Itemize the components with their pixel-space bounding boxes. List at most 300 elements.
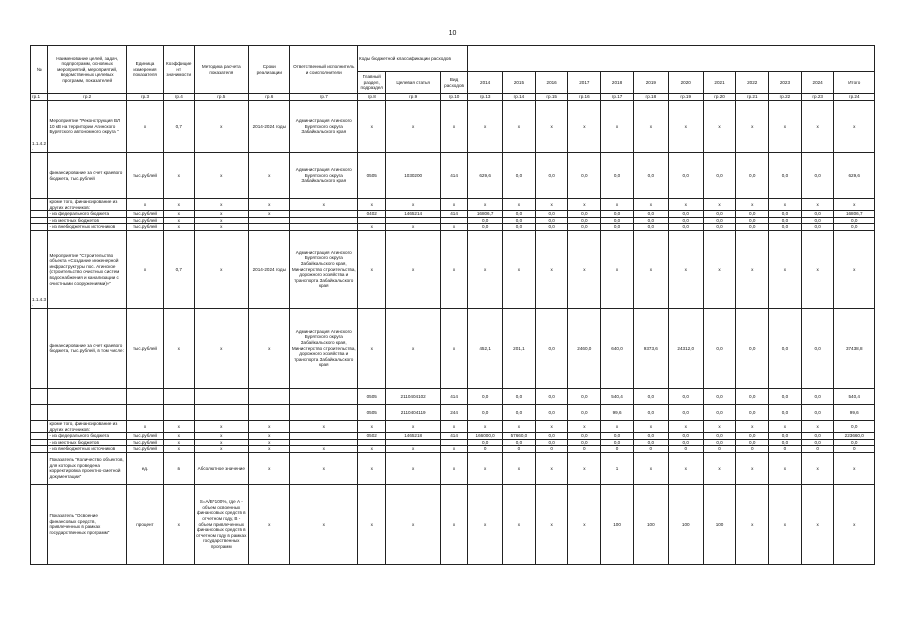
cell-term [249,404,290,420]
cell-year-value: 0,0 [601,153,634,199]
cell-total: 0,0 [834,224,875,231]
cell-vr: 414 [440,433,467,440]
cell-year-value: 0,0 [568,404,601,420]
cell-coef: в [164,452,195,484]
cell-year-value: 16806,7 [468,211,503,218]
cell-vr: 414 [440,388,467,404]
cell-coef: х [164,153,195,199]
cell-year-value: 0,0 [736,439,769,446]
cell-year-value: 0,0 [668,388,703,404]
cell-name [48,388,127,404]
cell-year-value: 0,0 [769,211,802,218]
cell-year-value: 0,0 [801,211,834,218]
cell-year-value: 0,0 [568,388,601,404]
cell-name: Показатель "Количество объектов, для которых проведена корректировка проектно-сметной документации" [48,452,127,484]
cell-gr: х [358,308,386,388]
cell-term: 2014-2024 годы [249,230,290,308]
cell-year-value: х [535,484,568,564]
cell-year-value: х [703,420,736,432]
cell-name: Мероприятие "Строительство объекта «Создание инженерной инфраструктуры пос. Агинское (строительство очистных систем водоснабжения и канализации с очистными сооружениями)»" [48,230,127,308]
cell-term: х [249,452,290,484]
cell-total: 99,6 [834,404,875,420]
cell-total: х [834,484,875,564]
cell-name: - из местных бюджетов [48,439,127,446]
cell-year-value: х [568,420,601,432]
column-number: гр.6 [249,94,290,101]
cell-coef: 0,7 [164,101,195,153]
cell-total: 223660,0 [834,433,875,440]
cell-year-value: 0,0 [736,404,769,420]
cell-year-value: 0,0 [703,433,736,440]
cell-resp: х [290,199,358,211]
cell-term: х [249,308,290,388]
cell-year-value: х [801,101,834,153]
cell-gr: х [358,484,386,564]
row-number [31,420,48,432]
cell-vr [440,439,467,446]
cell-year-value: х [801,230,834,308]
cell-coef: х [164,439,195,446]
cell-resp [290,217,358,224]
cell-year-value: 0,0 [769,388,802,404]
cell-total: 0,0 [834,420,875,432]
cell-vr: х [440,452,467,484]
cell-resp [290,224,358,231]
cell-vr: х [440,420,467,432]
cell-resp [290,433,358,440]
cell-cs: х [386,230,441,308]
cell-year-value: х [535,230,568,308]
cell-year-value: х [601,420,634,432]
cell-year-value: 0 [568,446,601,453]
table-row [31,388,875,404]
cell-coef: х [164,308,195,388]
cell-year-value: 2460,0 [568,308,601,388]
cell-method: х [194,308,249,388]
header-year: 2018 [601,72,634,94]
cell-gr: х [358,230,386,308]
cell-year-value: 0,0 [601,211,634,218]
cell-year-value: 0 [601,446,634,453]
cell-total: 16806,7 [834,211,875,218]
cell-term: х [249,211,290,218]
cell-year-value: 0,0 [736,433,769,440]
table-row [31,224,875,231]
cell-total: 0 [834,446,875,453]
cell-method: х [194,230,249,308]
column-number: гр.21 [736,94,769,101]
cell-name: Мероприятие "Реконструкция ВЛ 10 кВ на территории Агинского Бурятского автономного округа " [48,101,127,153]
cell-year-value: 0,0 [736,224,769,231]
table-row [31,308,875,388]
cell-vr: х [440,224,467,231]
cell-year-value: 0,0 [801,404,834,420]
cell-year-value: 0,0 [535,224,568,231]
cell-year-value: 0,0 [503,217,536,224]
cell-cs: 2110404102 [386,388,441,404]
cell-year-value: 0,0 [703,153,736,199]
cell-vr: х [440,101,467,153]
cell-method: х [194,420,249,432]
cell-year-value: 9373,6 [633,308,668,388]
cell-method: Абсолютное значение [194,452,249,484]
table-row [31,230,875,308]
row-number [31,308,48,388]
cell-unit: процент [126,484,163,564]
cell-cs: х [386,446,441,453]
cell-year-value: 0,0 [801,217,834,224]
cell-year-value: 0,0 [535,211,568,218]
cell-year-value: 0,0 [801,388,834,404]
row-number [31,388,48,404]
cell-year-value: х [503,230,536,308]
cell-year-value: 0,0 [703,439,736,446]
cell-cs: 1465218 [386,433,441,440]
cell-year-value: х [801,199,834,211]
header-unit: Единица измерения показателя [126,46,163,94]
cell-year-value: 0,0 [633,388,668,404]
cell-vr [440,217,467,224]
header-gr: Главный раздел, подраздел [358,72,386,94]
cell-coef: 0,7 [164,230,195,308]
cell-term: х [249,420,290,432]
cell-resp: Администрация Агинского Бурятского округа Забайкальского края, Министерство строительства, дорожного хозяйства и транспорта Забайкальского края [290,230,358,308]
header-year: 2020 [668,72,703,94]
cell-year-value: 0,0 [503,439,536,446]
cell-year-value: 0,0 [801,439,834,446]
cell-term: х [249,484,290,564]
cell-year-value: 0,0 [633,439,668,446]
cell-year-value: х [633,101,668,153]
row-number [31,439,48,446]
cell-year-value: 0,0 [503,388,536,404]
cell-year-value: х [801,420,834,432]
cell-year-value: 0,0 [668,153,703,199]
cell-total: х [834,230,875,308]
cell-coef: х [164,224,195,231]
cell-gr: х [358,199,386,211]
cell-year-value: 0,0 [801,153,834,199]
cell-total: х [834,199,875,211]
cell-year-value: 57660,0 [503,433,536,440]
cell-method: х [194,153,249,199]
cell-year-value: 0,0 [703,217,736,224]
cell-cs [386,217,441,224]
header-year: 2016 [535,72,568,94]
cell-year-value: х [503,420,536,432]
header-total: Итого [834,72,875,94]
cell-year-value: 0,0 [535,388,568,404]
cell-term: 2014-2024 годы [249,101,290,153]
cell-year-value: 0,0 [468,388,503,404]
cell-gr [358,439,386,446]
header-year: 2019 [633,72,668,94]
row-number: 1.1.4.2. [31,101,48,153]
cell-year-value: 100 [601,484,634,564]
cell-year-value: х [736,452,769,484]
cell-method [194,388,249,404]
cell-term: х [249,439,290,446]
page-number: 10 [448,30,457,37]
cell-year-value: х [668,420,703,432]
cell-year-value: х [801,452,834,484]
cell-gr: 0505 [358,404,386,420]
table-row [31,211,875,218]
header-resp: Ответственный исполнитель и соисполнители [290,46,358,94]
cell-year-value: х [703,230,736,308]
cell-year-value: 0,0 [535,153,568,199]
row-number [31,446,48,453]
cell-year-value: х [503,101,536,153]
cell-method: х [194,439,249,446]
cell-coef: х [164,433,195,440]
cell-year-value: х [703,199,736,211]
column-number: гр.7 [290,94,358,101]
cell-year-value: 0,0 [535,217,568,224]
cell-year-value: 0,0 [668,211,703,218]
cell-year-value: х [769,230,802,308]
cell-resp: х [290,452,358,484]
cell-method: S=А/В*100%, где А - объем освоенных финансовых средств в отчетном году, В - объем привлеченных финансовых средств в отчетном году в рамках государственных программ [194,484,249,564]
cell-name: - из внебюджетных источников [48,446,127,453]
cell-year-value: 0,0 [568,439,601,446]
cell-year-value: х [668,199,703,211]
cell-year-value: х [568,484,601,564]
table-row [31,452,875,484]
cell-year-value: 0,0 [568,153,601,199]
cell-year-value: 0,0 [668,217,703,224]
cell-unit: х [126,230,163,308]
table-row [31,420,875,432]
cell-year-value: 0 [703,446,736,453]
cell-total: х [834,101,875,153]
cell-year-value: х [468,452,503,484]
cell-year-value: 0,0 [468,217,503,224]
cell-year-value: 0,0 [633,211,668,218]
row-number: 1.1.4.3. [31,230,48,308]
cell-unit: тыс.рублей [126,153,163,199]
cell-gr: х [358,446,386,453]
row-number [31,433,48,440]
cell-year-value: х [703,452,736,484]
cell-year-value: х [769,420,802,432]
cell-year-value: 0 [468,446,503,453]
cell-cs: х [386,199,441,211]
row-number [31,211,48,218]
table-row [31,217,875,224]
cell-year-value: 0,0 [568,211,601,218]
column-number: гр.17 [601,94,634,101]
cell-method: х [194,199,249,211]
header-blank [468,46,875,72]
header-cs: Целевая статья [386,72,441,94]
cell-coef: х [164,211,195,218]
cell-method: х [194,217,249,224]
cell-coef [164,388,195,404]
cell-name: - из местных бюджетов [48,217,127,224]
header-year: 2021 [703,72,736,94]
column-number: гр.22 [769,94,802,101]
cell-year-value: х [535,452,568,484]
cell-year-value: х [633,199,668,211]
cell-unit: тыс.рублей [126,217,163,224]
cell-unit [126,388,163,404]
cell-year-value: 0,0 [468,404,503,420]
cell-method: х [194,211,249,218]
column-number: гр.18 [633,94,668,101]
cell-year-value: 0,0 [468,224,503,231]
cell-year-value: 0,0 [633,224,668,231]
cell-name: кроме того, финансирование из других источников: [48,199,127,211]
row-number [31,224,48,231]
cell-cs: х [386,224,441,231]
cell-total: 37438,8 [834,308,875,388]
cell-year-value: 0,0 [535,439,568,446]
cell-name: - из внебюджетных источников [48,224,127,231]
cell-year-value: 0,0 [633,217,668,224]
cell-year-value: х [468,420,503,432]
cell-vr: 244 [440,404,467,420]
cell-year-value: 0,0 [668,439,703,446]
cell-year-value: х [468,101,503,153]
cell-year-value: х [769,484,802,564]
cell-year-value: х [601,199,634,211]
cell-total: х [834,452,875,484]
cell-cs: х [386,484,441,564]
cell-vr: х [440,484,467,564]
cell-term: х [249,433,290,440]
cell-year-value: 100 [703,484,736,564]
cell-unit: ед. [126,452,163,484]
cell-vr: х [440,446,467,453]
column-number: гр.15 [535,94,568,101]
cell-year-value: 0,0 [633,433,668,440]
cell-year-value: 0,0 [703,308,736,388]
cell-year-value: х [769,452,802,484]
cell-unit: тыс.рублей [126,439,163,446]
cell-method: х [194,224,249,231]
cell-resp: Администрация Агинского Бурятского округа Забайкальского края [290,153,358,199]
cell-year-value: 0,0 [535,308,568,388]
cell-year-value: 0,0 [736,211,769,218]
cell-term: х [249,446,290,453]
cell-year-value: 100 [633,484,668,564]
cell-cs: х [386,101,441,153]
column-number: гр.24 [834,94,875,101]
cell-year-value: 24312,0 [668,308,703,388]
cell-year-value: 0,0 [568,217,601,224]
cell-year-value: 0 [668,446,703,453]
column-number: гр.13 [468,94,503,101]
cell-year-value: х [503,452,536,484]
cell-name: кроме того, финансирование из других источников: [48,420,127,432]
cell-term [249,224,290,231]
cell-year-value: х [769,199,802,211]
cell-year-value: х [468,230,503,308]
column-number: гр.8 [358,94,386,101]
cell-year-value: 0,0 [601,439,634,446]
cell-coef: х [164,484,195,564]
cell-year-value: 0,0 [601,433,634,440]
cell-year-value: 0,0 [801,224,834,231]
cell-vr: 414 [440,153,467,199]
header-codes: Коды бюджетной классификации расходов [358,46,468,72]
cell-name: - из федерального бюджета [48,433,127,440]
cell-year-value: х [601,230,634,308]
cell-year-value: 0,0 [503,404,536,420]
cell-year-value: 0 [633,446,668,453]
cell-year-value: х [736,199,769,211]
cell-year-value: 0,0 [736,388,769,404]
cell-year-value: 0,0 [703,388,736,404]
cell-year-value: 0,0 [736,308,769,388]
cell-term: х [249,199,290,211]
cell-year-value: х [736,420,769,432]
cell-year-value: 0,0 [568,224,601,231]
cell-resp: Администрация Агинского Бурятского округа Забайкальского края, Министерство строительства, дорожного хозяйства и транспорта Забайкальского края [290,308,358,388]
cell-year-value: х [568,199,601,211]
cell-year-value: х [668,101,703,153]
cell-term: х [249,153,290,199]
cell-resp [290,404,358,420]
header-num: № [31,46,48,94]
header-year: 2024 [801,72,834,94]
cell-year-value: 0 [503,446,536,453]
column-number: гр.5 [194,94,249,101]
column-number: гр.3 [126,94,163,101]
cell-name: финансирование за счет краевого бюджета, тыс.рублей, в том числе: [48,308,127,388]
budget-table [30,45,875,565]
cell-year-value: 0 [736,446,769,453]
cell-gr: 0505 [358,388,386,404]
cell-gr [358,217,386,224]
column-number: гр.16 [568,94,601,101]
cell-cs: х [386,308,441,388]
cell-year-value: 0,0 [769,224,802,231]
cell-year-value: 0,0 [535,404,568,420]
row-number [31,199,48,211]
table-row [31,199,875,211]
cell-total: 629,6 [834,153,875,199]
cell-coef: х [164,199,195,211]
cell-year-value: 0,0 [568,433,601,440]
header-row [31,46,875,72]
cell-gr: 0402 [358,211,386,218]
cell-year-value: х [801,484,834,564]
cell-unit: тыс.рублей [126,308,163,388]
cell-resp [290,388,358,404]
cell-cs: 2110404119 [386,404,441,420]
cell-year-value: х [736,101,769,153]
table-row [31,484,875,564]
cell-method: х [194,101,249,153]
cell-unit: тыс.рублей [126,211,163,218]
cell-cs: х [386,452,441,484]
cell-year-value: 0,0 [703,211,736,218]
cell-unit [126,404,163,420]
column-number: гр.23 [801,94,834,101]
cell-year-value: х [535,420,568,432]
cell-year-value: 0,0 [703,224,736,231]
table-row [31,433,875,440]
cell-year-value: х [468,484,503,564]
row-number [31,404,48,420]
cell-year-value: х [769,101,802,153]
header-name: Наименование целей, задач, подпрограмм, основных мероприятий, мероприятий, ведомственных целевых программ, показателей [48,46,127,94]
cell-total: 540,4 [834,388,875,404]
cell-resp: х [290,420,358,432]
cell-year-value: 0,0 [503,211,536,218]
